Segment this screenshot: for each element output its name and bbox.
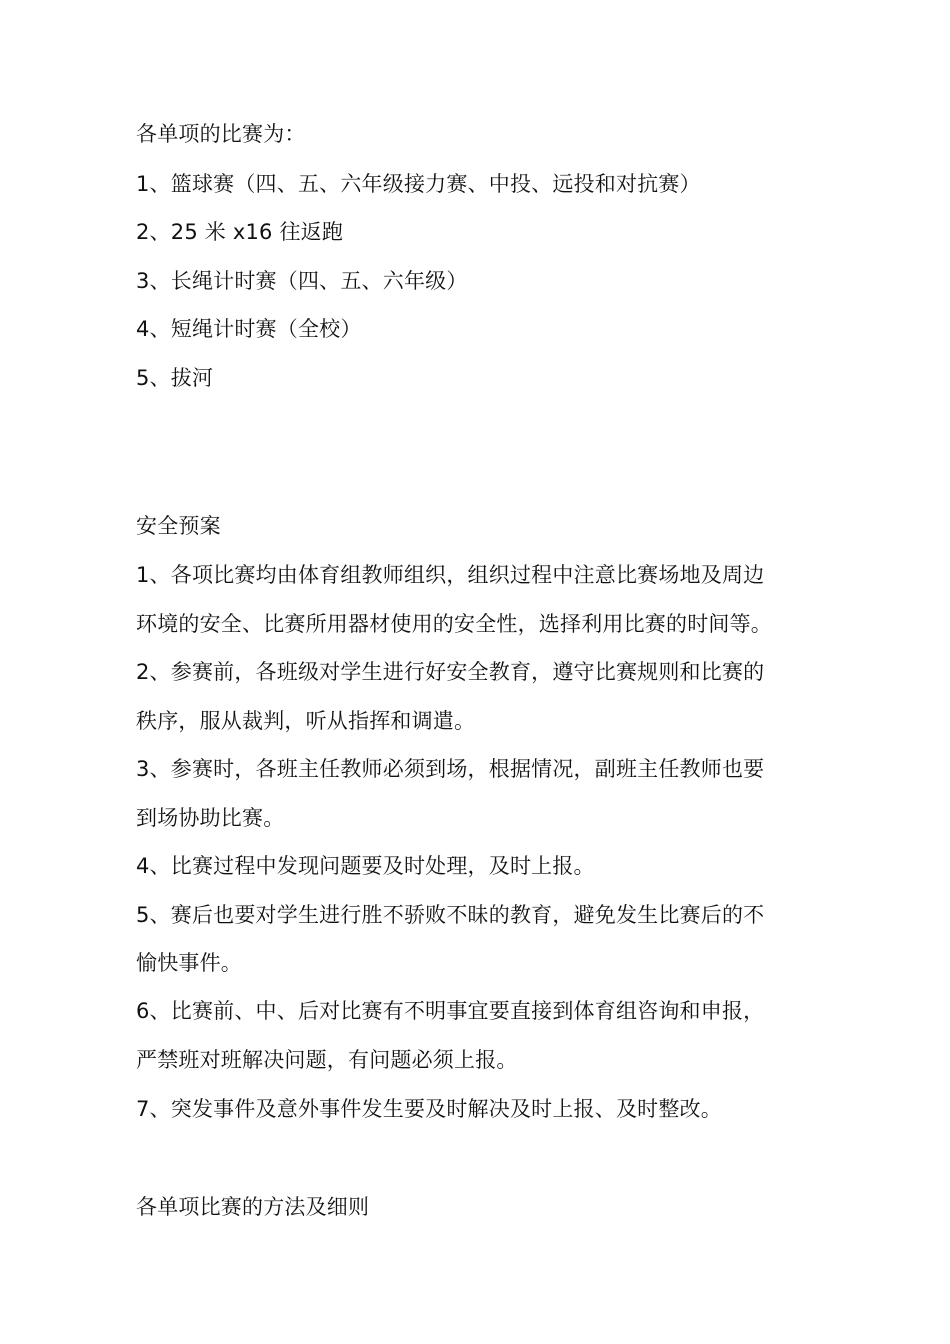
section-heading-safety: 安全预案 <box>136 514 221 538</box>
safety-line-9: 愉快事件。 <box>136 951 242 975</box>
section-heading-methods: 各单项比赛的方法及细则 <box>136 1195 370 1219</box>
safety-line-1: 1、各项比赛均由体育组教师组织，组织过程中注意比赛场地及周边 <box>136 563 765 587</box>
safety-line-2: 环境的安全、比赛所用器材使用的安全性，选择利用比赛的时间等。 <box>136 612 772 636</box>
safety-line-12: 7、突发事件及意外事件发生要及时解决及时上报、及时整改。 <box>136 1097 722 1121</box>
section-heading-events: 各单项的比赛为： <box>136 122 306 146</box>
safety-line-8: 5、赛后也要对学生进行胜不骄败不昧的教育，避免发生比赛后的不 <box>136 903 765 927</box>
event-item-1: 1、篮球赛（四、五、六年级接力赛、中投、远投和对抗赛） <box>136 172 701 196</box>
event-item-4: 4、短绳计时赛（全校） <box>136 317 362 341</box>
safety-line-4: 秩序，服从裁判，听从指挥和调遣。 <box>136 709 476 733</box>
safety-line-5: 3、参赛时，各班主任教师必须到场，根据情况，副班主任教师也要 <box>136 757 765 781</box>
event-item-2: 2、25 米 x16 往返跑 <box>136 220 344 244</box>
event-item-5: 5、拔河 <box>136 366 214 390</box>
safety-line-10: 6、比赛前、中、后对比赛有不明事宜要直接到体育组咨询和申报， <box>136 999 765 1023</box>
safety-line-6: 到场协助比赛。 <box>136 806 285 830</box>
event-item-3: 3、长绳计时赛（四、五、六年级） <box>136 269 468 293</box>
safety-line-11: 严禁班对班解决问题，有问题必须上报。 <box>136 1048 518 1072</box>
safety-line-3: 2、参赛前，各班级对学生进行好安全教育，遵守比赛规则和比赛的 <box>136 660 765 684</box>
safety-line-7: 4、比赛过程中发现问题要及时处理，及时上报。 <box>136 854 595 878</box>
